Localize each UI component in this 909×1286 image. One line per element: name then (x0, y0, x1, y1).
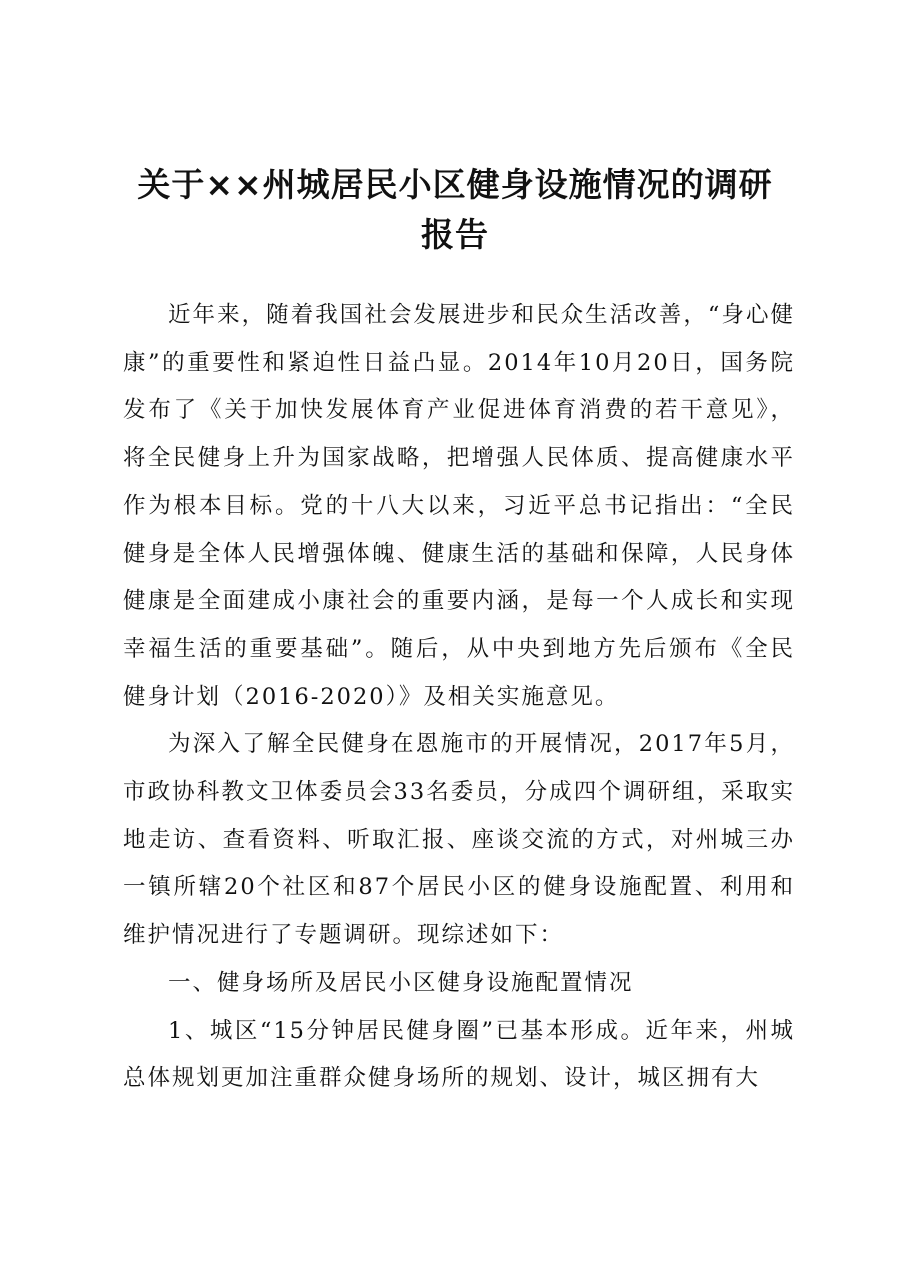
title-line-1: 关于××州城居民小区健身设施情况的调研 (137, 165, 773, 204)
section-heading-1: 一、健身场所及居民小区健身设施配置情况 (168, 969, 634, 996)
paragraph-survey: 为深入了解全民健身在恩施市的开展情况，2017年5月，市政协科教文卫体委员会33名委员，分成四个调研组，采取实地走访、查看资料、听取汇报、座谈交流的方式，对州城三办一镇所辖20个社区和87个居民小区的健身设施配置、利用和维护情况进行了专题调研。现综述如下： (123, 731, 795, 949)
paragraph-point-1: 1、城区“15分钟居民健身圈”已基本形成。近年来，州城总体规划更加注重群众健身场所的规划、设计，城区拥有大 (123, 1017, 795, 1092)
document-title (110, 160, 800, 260)
document-body (123, 292, 795, 1103)
paragraph-intro: 近年来，随着我国社会发展进步和民众生活改善，“身心健康”的重要性和紧迫性日益凸显。2014年10月20日，国务院发布了《关于加快发展体育产业促进体育消费的若干意见》，将全民健身上升为国家战略，把增强人民体质、提高健康水平作为根本目标。党的十八大以来，习近平总书记指出：“全民健身是全体人民增强体魄、健康生活的基础和保障，人民身体健康是全面建成小康社会的重要内涵，是每一个人成长和实现幸福生活的重要基础”。随后，从中央到地方先后颁布《全民健身计划（2016-2020）》及相关实施意见。 (123, 302, 795, 710)
title-line-2: 报告 (421, 215, 489, 254)
